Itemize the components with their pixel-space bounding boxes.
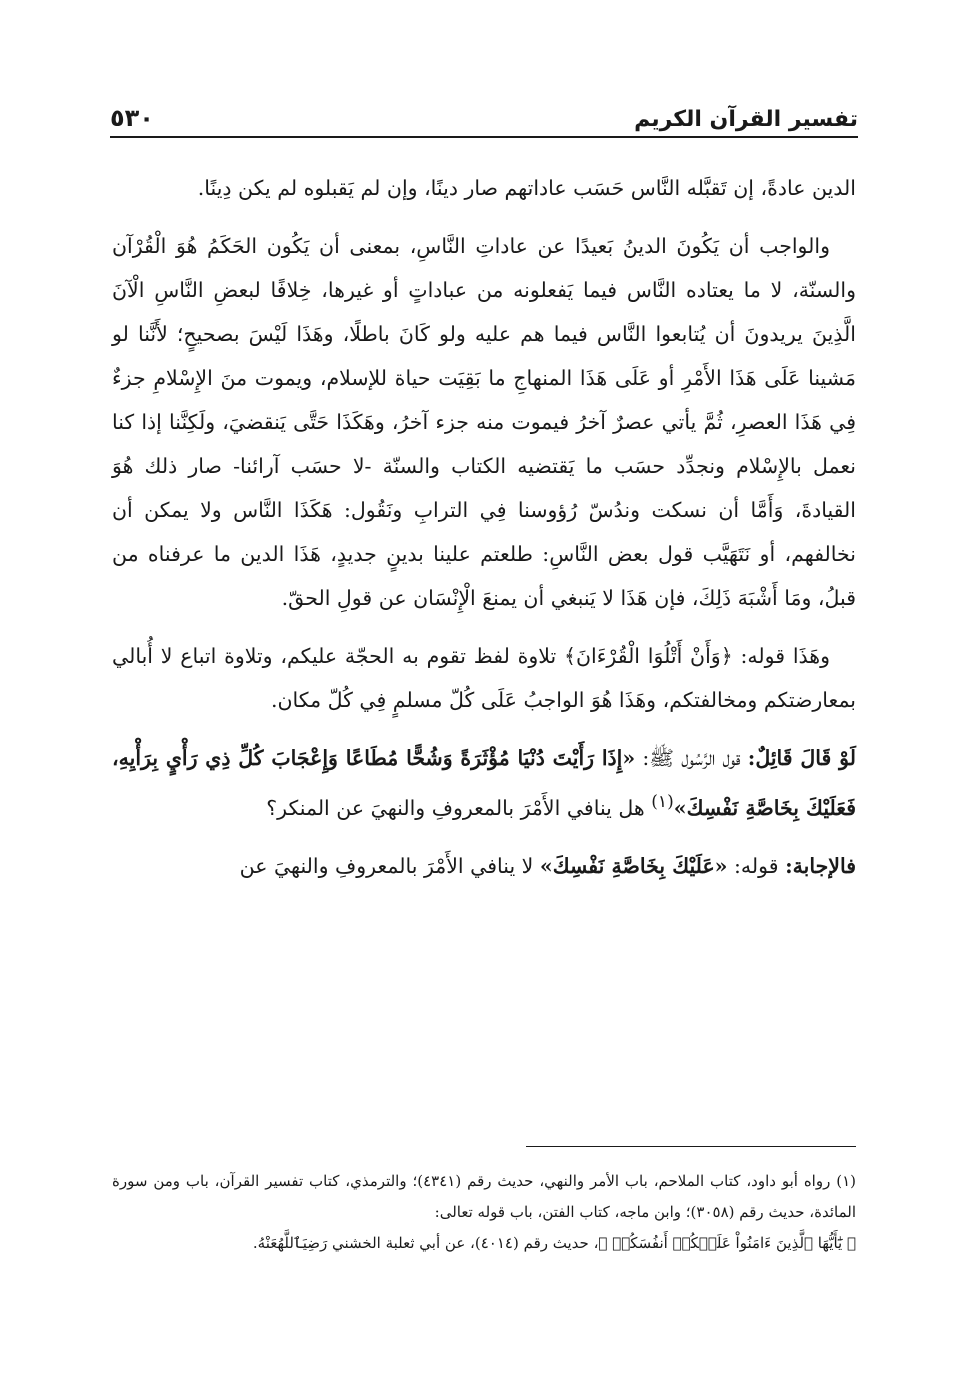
footnote-divider bbox=[526, 1146, 856, 1147]
footnote-1: (١) رواه أبو داود، كتاب الملاحم، باب الأمر والنهي، حديث رقم (٤٣٤١)؛ والترمذي، كتاب تفسير القرآن، باب ومن سورة المائدة، حديث رقم (٣٠٥٨)؛ وابن ماجه، كتاب الفتن، باب قوله تعالى: bbox=[112, 1172, 857, 1221]
paragraph-1: الدين عادةً، إن تَقبَّله النَّاس حَسَب عاداتهم صار دينًا، وإن لم يَقبلوه لم يكن دِينًا. bbox=[197, 176, 856, 200]
paragraph-2: والواجب أن يَكُونَ الدينُ بَعيدًا عن عاداتِ النَّاسِ، بمعنى أن يَكُون الحَكَمُ هُوَ الْقُرْآن والسنّة، لا ما يعتاده النَّاس فيما يَفعلونه من عباداتٍ أو غيرها، خِلافًا لبعضِ النَّاسِ الْآنَ الَّذِينَ يريدونَ أن يُتابعوا النَّاس فيما هم عليه ولو كَانَ باطلًا، وهَذَا لَيْسَ بصحيحٍ؛ لأَنَّنا لو مَشينا عَلَى هَذَا الأَمْرِ أو عَلَى هَذَا المنهاجِ ما بَقِيَت حياة للإسلام، ويموت منَ الإِسْلامِ جزءٌ فِي هَذَا العصرِ، ثُمَّ يأتي عصرٌ آخرُ فيموت منه جزء آخرُ، وهَكَذَا حَتَّى يَنقضيَ، ولَكِنَّنا إذا كنا نعمل بالإِسْلام ونجدِّد حسَب ما يَقتضيه الكتاب والسنّة -لا حسَب آرائنا- صار ذلك هُوَ القيادةَ، وَأَمَّا أن نسكت وندُسّ رُؤوسنا فِي الترابِ ونَقُول: هَكَذَا النَّاس ولا يمكن أن نخالفهم، أو نَتَهَيَّب قول بعض النَّاسِ: طلعتم علينا بدينٍ جديدٍ، هَذَا الدين ما عرفناه من قبلُ، ومَا أَشْبَهَ ذَلِكَ، فإن هَذَا لا يَنبغي أن يمنعَ الْإِنْسَان عن قولِ الحقّ. bbox=[112, 234, 856, 610]
answer-paragraph bbox=[112, 844, 856, 888]
footnote-ref: (١) bbox=[651, 792, 674, 812]
footnotes bbox=[112, 1166, 856, 1259]
hadith-quote: «إِذَا رَأَيْتَ دُنْيَا مُؤْثَرَةً وَشُحًّا مُطَاعًا وَإِعْجَابَ كُلِّ ذِي رَأْيٍ بِرَأْيِهِ، فَعَلَيْكَ بِخَاصَّةِ نَفْسِكَ» bbox=[112, 746, 856, 820]
answer-intro: قوله: bbox=[727, 853, 786, 878]
page-number: ٥٣٠ bbox=[110, 104, 154, 132]
question-tail: هل ينافي الأَمْرَ بالمعروفِ والنهيَ عن المنكر؟ bbox=[266, 795, 652, 820]
footnote-1-continued: ﴿ يَٰٓأَيُّهَا ٱلَّذِينَ ءَامَنُواْ عَلَيۡكُمۡ أَنفُسَكُمۡ ﴾، حديث رقم (٤٠١٤)، عن أبي ثعلبة الخشني رَضِيَٱللَّهُعَنْهُ. bbox=[252, 1234, 856, 1252]
book-title: تفسير القرآن الكريم bbox=[634, 107, 858, 132]
question-intro: قول الرَّسُول ﷺ: bbox=[635, 746, 748, 770]
answer-tail: لا ينافي الأَمْرَ بالمعروفِ والنهيَ عن bbox=[239, 853, 540, 878]
paragraph-3: وهَذَا قوله: ﴿وَأَنْ أَتْلُوَا الْقُرْءَانَ﴾ تلاوة لفظ تقوم به الحجّة عليكم، وتلاوة اتباع لا أُبالي بمعارضتكم ومخالفتكم، وهَذَا هُوَ الواجبُ عَلَى كُلّ مسلمٍ فِي كُلّ مكان. bbox=[112, 644, 856, 712]
main-text bbox=[112, 166, 856, 902]
question-lead: لَوْ قَالَ قَائِلٌ: bbox=[747, 746, 856, 770]
page-header bbox=[110, 92, 858, 138]
answer-quote: «عَلَيْكَ بِخَاصَّةِ نَفْسِكَ» bbox=[539, 853, 728, 878]
answer-lead: فالإجابة: bbox=[785, 853, 856, 878]
question-paragraph bbox=[112, 736, 856, 830]
